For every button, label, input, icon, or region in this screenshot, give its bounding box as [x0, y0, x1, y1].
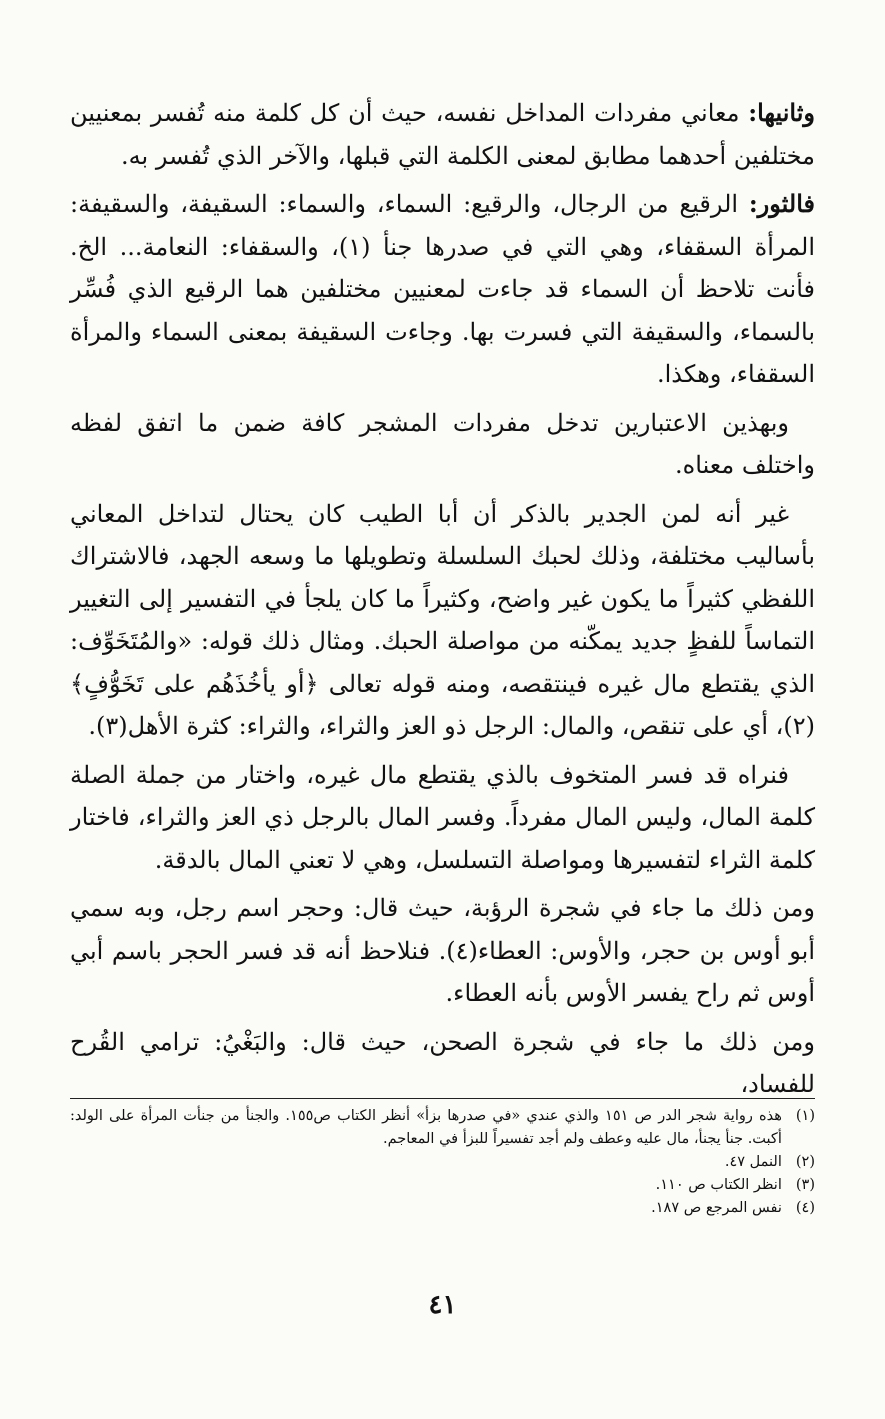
- footnote-text: نفس المرجع ص ١٨٧.: [651, 1200, 782, 1216]
- footnote: [70, 1197, 815, 1220]
- paragraph-3: وبهذين الاعتبارين تدخل مفردات المشجر كافة ضمن ما اتفق لفظه واختلف معناه.: [70, 408, 815, 479]
- footnote: [70, 1151, 815, 1174]
- paragraph-1-lead: وثانيها:: [748, 98, 815, 127]
- footnote-number: (٢): [795, 1154, 815, 1170]
- paragraph-1-text: معاني مفردات المداخل نفسه، حيث أن كل كلمة منه تُفسر بمعنيين مختلفين أحدهما مطابق لمعنى الكلمة التي قبلها، والآخر الذي تُفسر به.: [70, 99, 815, 170]
- paragraph-2-text: الرقيع من الرجال، والرقيع: السماء، والسماء: السقيفة، والسقيفة: المرأة السقفاء، وهي التي في صدرها جنأ (١)، والسقفاء: النعامة... الخ. فأنت تلاحظ أن السماء قد جاءت لمعنيين مختلفين هما الرقيع الذي فُسِّر بالسماء، والسقيفة التي فسرت بها. وجاءت السقيفة بمعنى السماء والمرأة السقفاء، وهكذا.: [70, 190, 816, 388]
- paragraph-4: غير أنه لمن الجدير بالذكر أن أبا الطيب كان يحتال لتداخل المعاني بأساليب مختلفة، وذلك لحبك السلسلة وتطويلها ما وسعه الجهد، فالاشتراك اللفظي كثيراً ما يكون غير واضح، وكثيراً ما كان يلجأ في التفسير إلى التغيير التماساً للفظٍ جديد يمكّنه من مواصلة الحبك. ومثال ذلك قوله: «والمُتَخَوِّف: الذي يقتطع مال غيره فينتقصه، ومنه قوله تعالى ﴿أو يأخُذَهُم على تَخَوُّفٍ﴾(٢)، أي على تنقص، والمال: الرجل ذو العز والثراء، والثراء: كثرة الأهل(٣).: [70, 499, 816, 740]
- paragraph-2-lead: فالثور:: [748, 189, 815, 218]
- footnotes: [70, 1098, 815, 1220]
- footnote: [70, 1105, 815, 1151]
- paragraph-5: فنراه قد فسر المتخوف بالذي يقتطع مال غيره، واختار من جملة الصلة كلمة المال، وليس المال مفرداً. وفسر المال بالرجل ذي العز والثراء، فاختار كلمة الثراء لتفسيرها ومواصلة التسلسل، وهي لا تعني المال بالدقة.: [70, 760, 815, 874]
- footnote-number: (١): [795, 1108, 815, 1124]
- footnote: [70, 1174, 815, 1197]
- page-number: ٤١: [428, 1290, 457, 1320]
- footnote-text: النمل ٤٧.: [724, 1154, 782, 1170]
- paragraph-7: ومن ذلك ما جاء في شجرة الصحن، حيث قال: والبَغْيُ: ترامي القُرح للفساد،: [70, 1027, 815, 1098]
- footnote-text: هذه رواية شجر الدر ص ١٥١ والذي عندي «في صدرها بزأ» أنظر الكتاب ص١٥٥. والجنأ من جنأت المرأة على الولد: أكبت. جنأ يجنأ، مال عليه وعطف ولم أجد تفسيراً للبزأ في المعاجم.: [70, 1108, 782, 1147]
- footnote-number: (٣): [795, 1177, 815, 1193]
- paragraph-1: [70, 92, 815, 177]
- footnote-number: (٤): [795, 1200, 815, 1216]
- footnote-text: انظر الكتاب ص ١١٠.: [655, 1177, 782, 1193]
- paragraph-6: ومن ذلك ما جاء في شجرة الرؤبة، حيث قال: وحجر اسم رجل، وبه سمي أبو أوس بن حجر، والأوس: العطاء(٤). فنلاحظ أنه قد فسر الحجر باسم أبي أوس ثم راح يفسر الأوس بأنه العطاء.: [70, 894, 815, 1007]
- paragraph-2: [70, 183, 815, 396]
- main-text: [70, 92, 815, 1112]
